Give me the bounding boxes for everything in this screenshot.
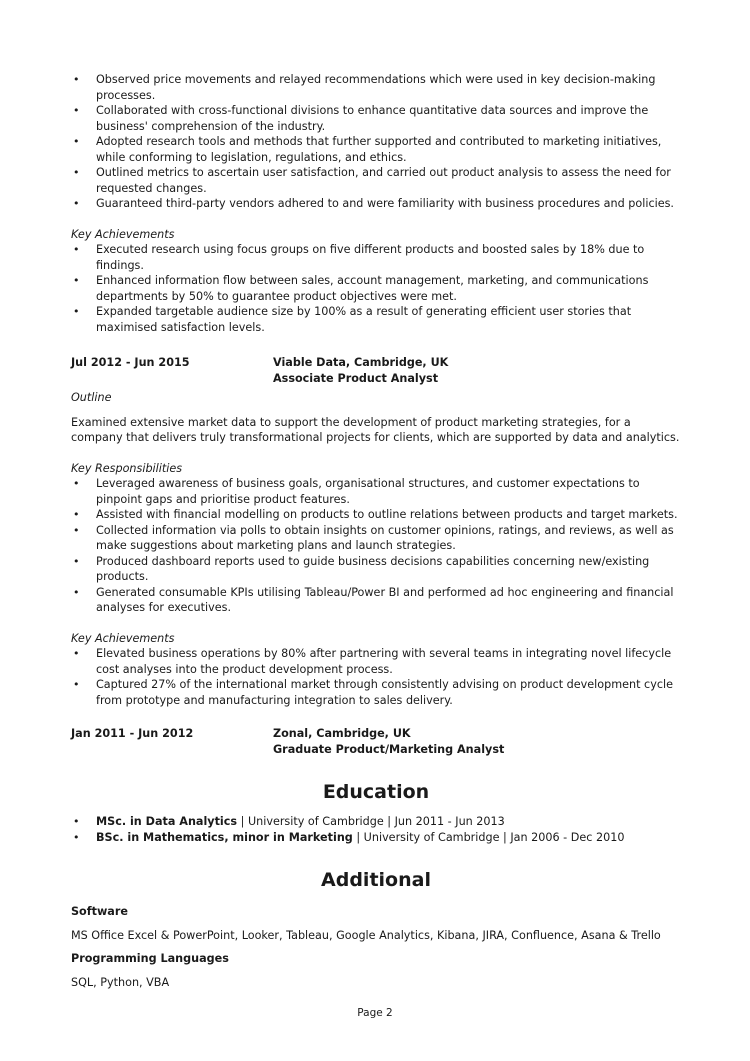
list-item: • Guaranteed third-party vendors adhered to and were familiarity with business procedures and policies.: [71, 196, 681, 212]
list-item: • Executed research using focus groups on five different products and boosted sales by 18% due to findings.: [71, 242, 681, 273]
list-item: • Collaborated with cross-functional divisions to enhance quantitative data sources and improve the business' comprehension of the industry.: [71, 103, 681, 134]
job3-header: [71, 726, 681, 757]
list-item: • Collected information via polls to obtain insights on customer opinions, ratings, and reviews, as well as make suggestions about marketing plans and launch strategies.: [71, 523, 681, 554]
job2-outline-text: Examined extensive market data to support the development of product marketing strategies, for a company that delivers truly transformational projects for clients, which are supported by data and analytics.: [71, 415, 680, 444]
job2-outline-label: Outline: [71, 391, 112, 404]
languages-label: Programming Languages: [71, 952, 229, 965]
degree-details: | University of Cambridge | Jun 2011 - Jun 2013: [237, 815, 505, 828]
list-item: • Elevated business operations by 80% after partnering with several teams in integrating novel lifecycle cost analyses into the product development process.: [71, 646, 681, 677]
software-text: MS Office Excel & PowerPoint, Looker, Tableau, Google Analytics, Kibana, JIRA, Confluence, Asana & Trello: [71, 928, 661, 942]
list-item: • Assisted with financial modelling on products to outline relations between products and target markets.: [71, 507, 681, 523]
list-item: • Captured 27% of the international market through consistently advising on product development cycle from prototype and manufacturing integration to sales delivery.: [71, 677, 681, 708]
languages-text: SQL, Python, VBA: [71, 975, 170, 989]
job1-responsibilities-list: [71, 72, 681, 212]
job1-achievements-label: Key Achievements: [71, 227, 175, 241]
list-item: • Adopted research tools and methods that further supported and contributed to marketing initiatives, while conforming to legislation, regulations, and ethics.: [71, 134, 681, 165]
list-item: • Outlined metrics to ascertain user satisfaction, and carried out product analysis to assess the need for requested changes.: [71, 165, 681, 196]
job2-responsibilities-label: Key Responsibilities: [71, 461, 183, 475]
list-item: • Observed price movements and relayed recommendations which were used in key decision-making processes.: [71, 72, 681, 103]
list-item: [71, 814, 681, 830]
job2-header: [71, 355, 681, 386]
job2-achievements-label: Key Achievements: [71, 631, 175, 645]
job3-title: Graduate Product/Marketing Analyst: [273, 742, 505, 756]
degree-name: BSc. in Mathematics, minor in Marketing: [96, 830, 353, 844]
list-item: • Produced dashboard reports used to guide business decisions capabilities concerning new/existing products.: [71, 554, 681, 585]
education-heading: Education: [322, 781, 430, 803]
resume-page: [71, 72, 681, 990]
list-item: • Leveraged awareness of business goals, organisational structures, and customer expectations to pinpoint gaps and prioritise product features.: [71, 476, 681, 507]
list-item: • Generated consumable KPIs utilising Tableau/Power BI and performed ad hoc engineering and financial analyses for executives.: [71, 585, 681, 616]
education-list: [71, 814, 681, 845]
degree-details: | University of Cambridge | Jan 2006 - Dec 2010: [352, 830, 625, 844]
job2-achievements-list: [71, 646, 681, 708]
job2-company: Viable Data, Cambridge, UK: [273, 356, 449, 369]
job3-dates: Jan 2011 - Jun 2012: [71, 727, 194, 740]
job2-responsibilities-list: [71, 476, 681, 616]
job2-title: Associate Product Analyst: [273, 371, 439, 385]
list-item: • Enhanced information flow between sales, account management, marketing, and communications departments by 50% to guarantee product objectives were met.: [71, 273, 681, 304]
job1-achievements-list: [71, 242, 681, 335]
job2-dates: Jul 2012 - Jun 2015: [71, 356, 190, 369]
software-label: Software: [71, 905, 128, 918]
degree-name: MSc. in Data Analytics: [96, 815, 238, 828]
additional-heading: Additional: [321, 869, 431, 891]
job3-company: Zonal, Cambridge, UK: [273, 727, 411, 740]
page-number: Page 2: [357, 1007, 393, 1019]
list-item: [71, 830, 681, 846]
list-item: • Expanded targetable audience size by 100% as a result of generating efficient user stories that maximised satisfaction levels.: [71, 304, 681, 335]
